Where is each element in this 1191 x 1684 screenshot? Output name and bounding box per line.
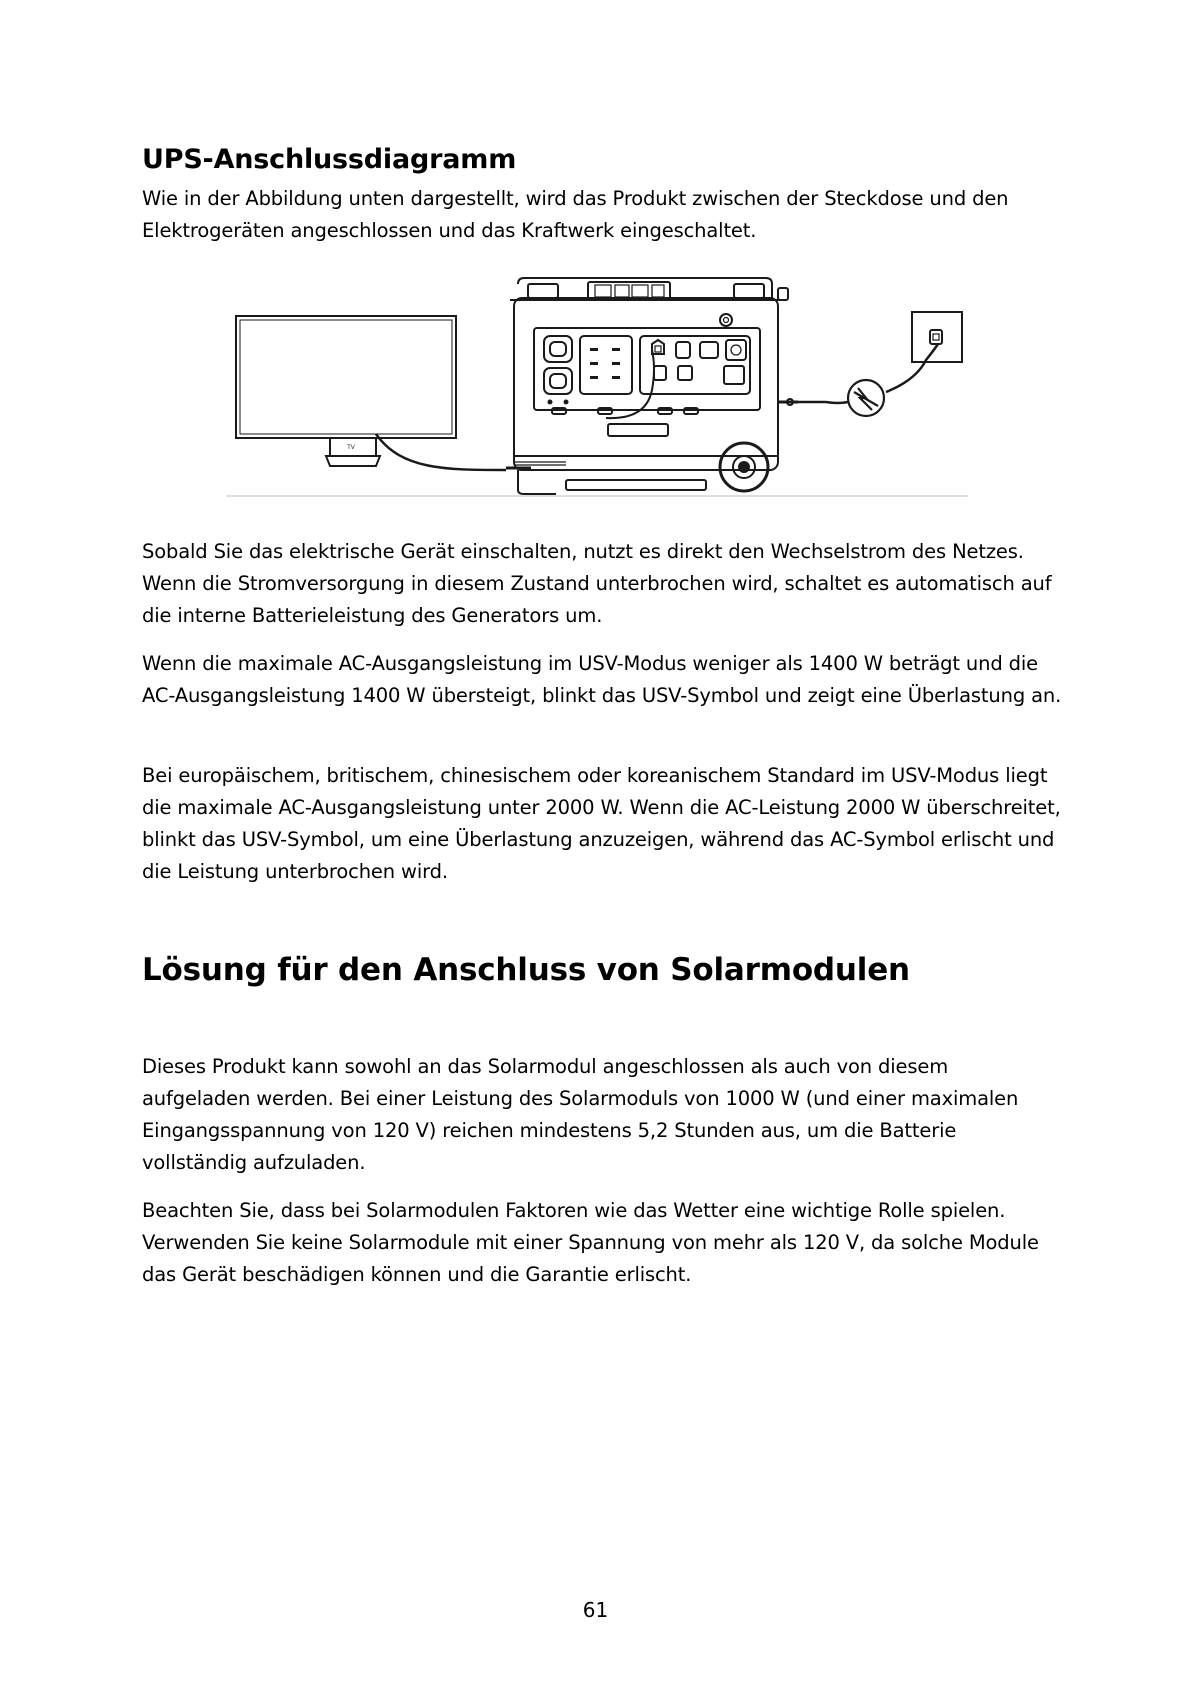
ups-paragraph-1: Sobald Sie das elektrische Gerät einschalten, nutzt es direkt den Wechselstrom des Netzes. Wenn die Stromversorgung in diesem Zustand unterbrochen wird, schaltet es automatisch auf die interne Batterieleistung des Generators um. [142, 540, 1052, 627]
tv-illustration [236, 316, 456, 466]
power-station-illustration [510, 278, 788, 494]
solar-paragraph-2: Beachten Sie, dass bei Solarmodulen Faktoren wie das Wetter eine wichtige Rolle spielen. Verwenden Sie keine Solarmodule mit einer Spannung von mehr als 120 V, da solche Module das Gerät beschädigen können und die Garantie erlischt. [142, 1199, 1039, 1286]
page-number: 61 [582, 1598, 609, 1622]
ups-symbol-icon [848, 380, 884, 416]
solar-heading: Lösung für den Anschluss von Solarmodulen [142, 952, 910, 988]
tv-cable [376, 434, 506, 470]
wall-outlet-illustration [912, 312, 962, 362]
mains-cable [606, 344, 938, 418]
solar-paragraph-1: Dieses Produkt kann sowohl an das Solarmodul angeschlossen als auch von diesem aufgeladen werden. Bei einer Leistung des Solarmoduls von 1000 W (und einer maximalen Eingangsspannung von 120 V) reichen mindestens 5,2 Stunden aus, um die Batterie vollständig aufzuladen. [142, 1055, 1019, 1174]
ups-intro-paragraph: Wie in der Abbildung unten dargestellt, wird das Produkt zwischen der Steckdose und den Elektrogeräten angeschlossen und das Kraftwerk eingeschaltet. [142, 187, 1009, 242]
tv-label: TV [347, 444, 355, 451]
ups-connection-diagram [226, 270, 976, 510]
ups-paragraph-2: Wenn die maximale AC-Ausgangsleistung im USV-Modus weniger als 1400 W beträgt und die AC-Ausgangsleistung 1400 W übersteigt, blinkt das USV-Symbol und zeigt eine Überlastung an. [142, 652, 1062, 707]
ups-heading: UPS-Anschlussdiagramm [142, 144, 517, 175]
ups-paragraph-3: Bei europäischem, britischem, chinesischem oder koreanischem Standard im USV-Modus liegt die maximale AC-Ausgangsleistung unter 2000 W. Wenn die AC-Leistung 2000 W überschreitet, blinkt das USV-Symbol, um eine Überlastung anzuzeigen, während das AC-Symbol erlischt und die Leistung unterbrochen wird. [142, 764, 1061, 883]
